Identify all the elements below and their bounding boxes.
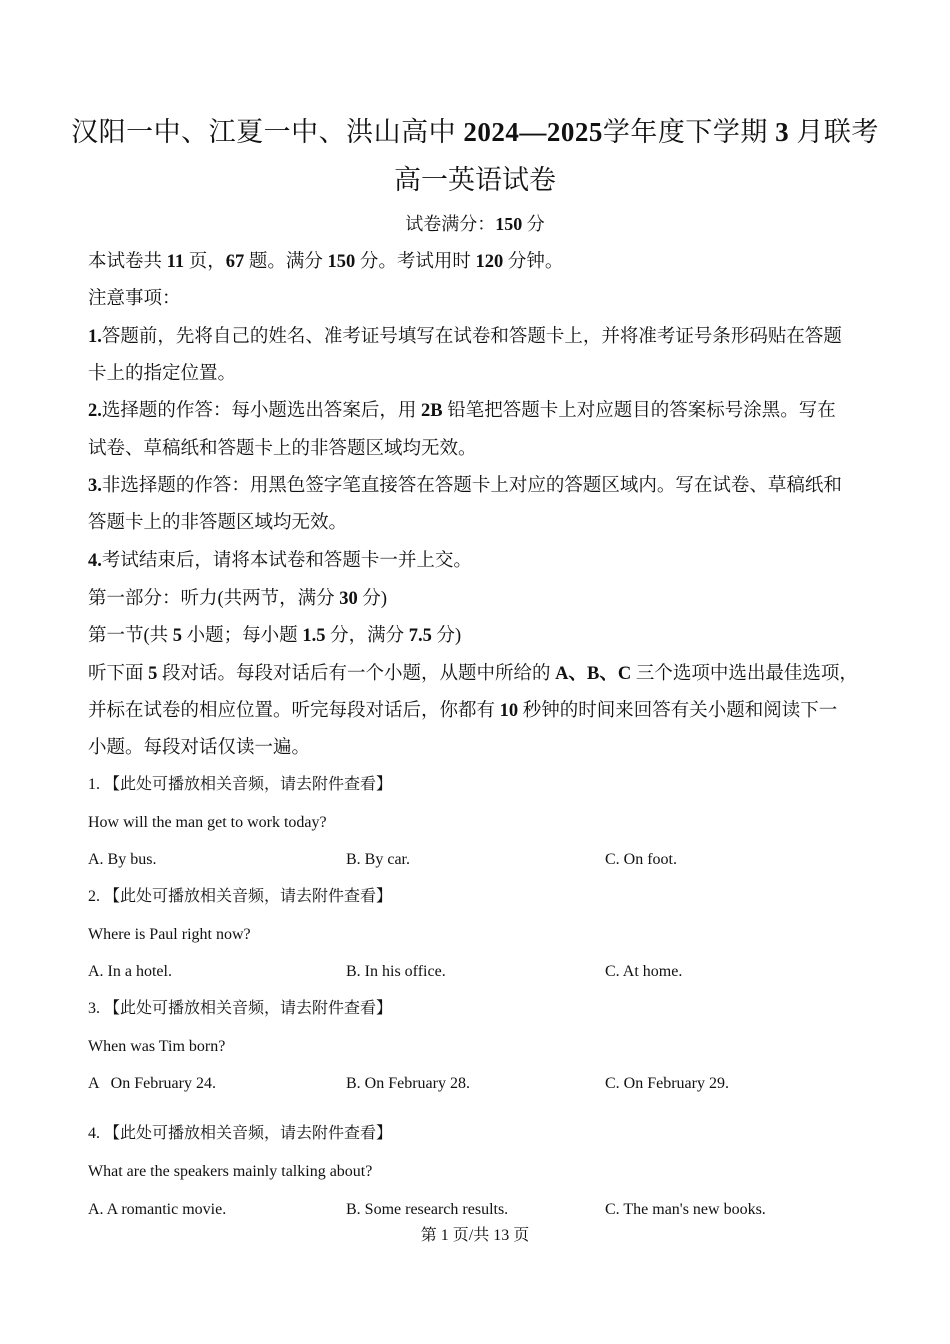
question-4-option-c[interactable]: C. The man's new books. bbox=[605, 1201, 766, 1218]
section-text: 分，满分 bbox=[325, 626, 409, 646]
question-2-option-b[interactable]: B. In his office. bbox=[346, 963, 446, 980]
section-each-score: 1.5 bbox=[302, 626, 326, 646]
title-schools: 汉阳一中、江夏一中、洪山高中 bbox=[71, 117, 464, 147]
note-text: 答题前，先将自己的姓名、准考证号填写在试卷和答题卡上，并将准考证号条形码贴在答题 bbox=[101, 327, 842, 347]
section-text: 第一节(共 bbox=[88, 626, 173, 646]
note-number: 1. bbox=[88, 327, 102, 347]
question-4-audio[interactable] bbox=[88, 1122, 392, 1146]
part1-score: 30 bbox=[339, 589, 358, 609]
note-3 bbox=[88, 472, 842, 500]
title-term: 学年度下学期 bbox=[602, 117, 776, 147]
part1-heading-text: 第一部分：听力(共两节，满分 bbox=[88, 589, 340, 609]
answer-seconds: 10 bbox=[499, 701, 519, 721]
page-footer bbox=[0, 1224, 950, 1248]
current-page: 1 bbox=[440, 1227, 449, 1244]
question-number: 3. bbox=[88, 1000, 100, 1017]
note-text: 选择题的作答：每小题选出答案后，用 bbox=[101, 401, 422, 421]
notes-heading: 注意事项： bbox=[88, 289, 181, 309]
section-text: 分) bbox=[431, 626, 462, 646]
full-score bbox=[0, 210, 950, 238]
note-1-cont: 卡上的指定位置。 bbox=[88, 364, 237, 384]
note-text: 铅笔把答题卡上对应题目的答案标号涂黑。写在 bbox=[442, 401, 836, 421]
question-2-option-a[interactable]: A. In a hotel. bbox=[88, 963, 172, 980]
note-2 bbox=[88, 397, 836, 425]
footer-text: 页 bbox=[509, 1227, 530, 1244]
title-years: 2024—2025 bbox=[463, 117, 603, 147]
question-1-option-a[interactable]: A. By bus. bbox=[88, 851, 157, 868]
instruction-text: 秒钟的时间来回答有关小题和阅读下一 bbox=[518, 701, 838, 721]
full-score-value: 150 bbox=[495, 214, 523, 234]
total-pages: 13 bbox=[493, 1227, 510, 1244]
note-3-cont: 答题卡上的非答题区域均无效。 bbox=[88, 513, 348, 533]
question-4-text: What are the speakers mainly talking about? bbox=[88, 1163, 373, 1180]
intro-text: 本试卷共 bbox=[88, 252, 167, 272]
exam-subject: 高一英语试卷 bbox=[394, 165, 556, 195]
full-score-label: 试卷满分： bbox=[405, 214, 496, 234]
audio-note[interactable]: 【此处可播放相关音频，请去附件查看】 bbox=[104, 888, 393, 905]
question-number: 2. bbox=[88, 888, 100, 905]
question-number: 4. bbox=[88, 1125, 100, 1142]
question-1-text: How will the man get to work today? bbox=[88, 814, 327, 831]
question-1-option-c[interactable]: C. On foot. bbox=[605, 851, 677, 868]
intro-text: 页， bbox=[184, 252, 226, 272]
question-1-audio[interactable] bbox=[88, 773, 392, 797]
section1-heading bbox=[88, 622, 461, 650]
intro-text: 分。考试用时 bbox=[355, 252, 476, 272]
instructions-line-3: 小题。每段对话仅读一遍。 bbox=[88, 738, 311, 758]
question-2-audio[interactable] bbox=[88, 885, 392, 909]
note-text: 非选择题的作答：用黑色签字笔直接答在答题卡上对应的答题区域内。写在试卷、草稿纸和 bbox=[101, 476, 842, 496]
exam-title bbox=[0, 112, 950, 152]
note-number: 4. bbox=[88, 551, 102, 571]
total-score: 150 bbox=[327, 252, 356, 272]
dialog-count: 5 bbox=[148, 664, 158, 684]
section-total-score: 7.5 bbox=[408, 626, 432, 646]
intro-text: 分钟。 bbox=[503, 252, 564, 272]
section-count: 5 bbox=[172, 626, 183, 646]
title-exam-type: 月联考 bbox=[789, 117, 879, 147]
audio-note[interactable]: 【此处可播放相关音频，请去附件查看】 bbox=[104, 1125, 393, 1142]
question-3-option-a[interactable]: A On February 24. bbox=[88, 1075, 216, 1092]
question-number: 1. bbox=[88, 776, 100, 793]
title-month: 3 bbox=[775, 117, 790, 147]
section-text: 小题；每小题 bbox=[182, 626, 303, 646]
audio-note[interactable]: 【此处可播放相关音频，请去附件查看】 bbox=[104, 776, 393, 793]
footer-text: 第 bbox=[420, 1227, 441, 1244]
question-3-option-b[interactable]: B. On February 28. bbox=[346, 1075, 470, 1092]
exam-intro bbox=[88, 248, 563, 276]
instruction-text: 段对话。每段对话后有一个小题，从题中所给的 bbox=[157, 664, 556, 684]
instruction-text: 三个选项中选出最佳选项， bbox=[631, 664, 858, 684]
note-text: 考试结束后，请将本试卷和答题卡一并上交。 bbox=[101, 551, 472, 571]
instruction-text: 听下面 bbox=[88, 664, 149, 684]
question-3-option-c[interactable]: C. On February 29. bbox=[605, 1075, 729, 1092]
instruction-text: 并标在试卷的相应位置。听完每段对话后，你都有 bbox=[88, 701, 500, 721]
note-4 bbox=[88, 547, 472, 575]
question-3-text: When was Tim born? bbox=[88, 1038, 226, 1055]
full-score-unit: 分 bbox=[522, 214, 545, 234]
question-1-option-b[interactable]: B. By car. bbox=[346, 851, 410, 868]
question-2-text: Where is Paul right now? bbox=[88, 926, 251, 943]
note-number: 3. bbox=[88, 476, 102, 496]
note-2-cont: 试卷、草稿纸和答题卡上的非答题区域均无效。 bbox=[88, 439, 477, 459]
intro-text: 题。满分 bbox=[244, 252, 328, 272]
page-count: 11 bbox=[166, 252, 185, 272]
instructions-line-1 bbox=[88, 660, 858, 688]
note-1 bbox=[88, 323, 842, 351]
question-4-option-b[interactable]: B. Some research results. bbox=[346, 1201, 509, 1218]
question-3-audio[interactable] bbox=[88, 997, 392, 1021]
pencil-type: 2B bbox=[421, 401, 443, 421]
question-2-option-c[interactable]: C. At home. bbox=[605, 963, 683, 980]
exam-duration: 120 bbox=[475, 252, 504, 272]
question-count: 67 bbox=[225, 252, 245, 272]
instructions-line-2 bbox=[88, 697, 837, 725]
note-number: 2. bbox=[88, 401, 102, 421]
option-letters: A、B、C bbox=[555, 664, 632, 684]
part1-heading bbox=[88, 585, 387, 613]
audio-note[interactable]: 【此处可播放相关音频，请去附件查看】 bbox=[104, 1000, 393, 1017]
part1-heading-text: 分) bbox=[357, 589, 388, 609]
footer-text: 页/共 bbox=[448, 1227, 494, 1244]
question-4-option-a[interactable]: A. A romantic movie. bbox=[88, 1201, 227, 1218]
